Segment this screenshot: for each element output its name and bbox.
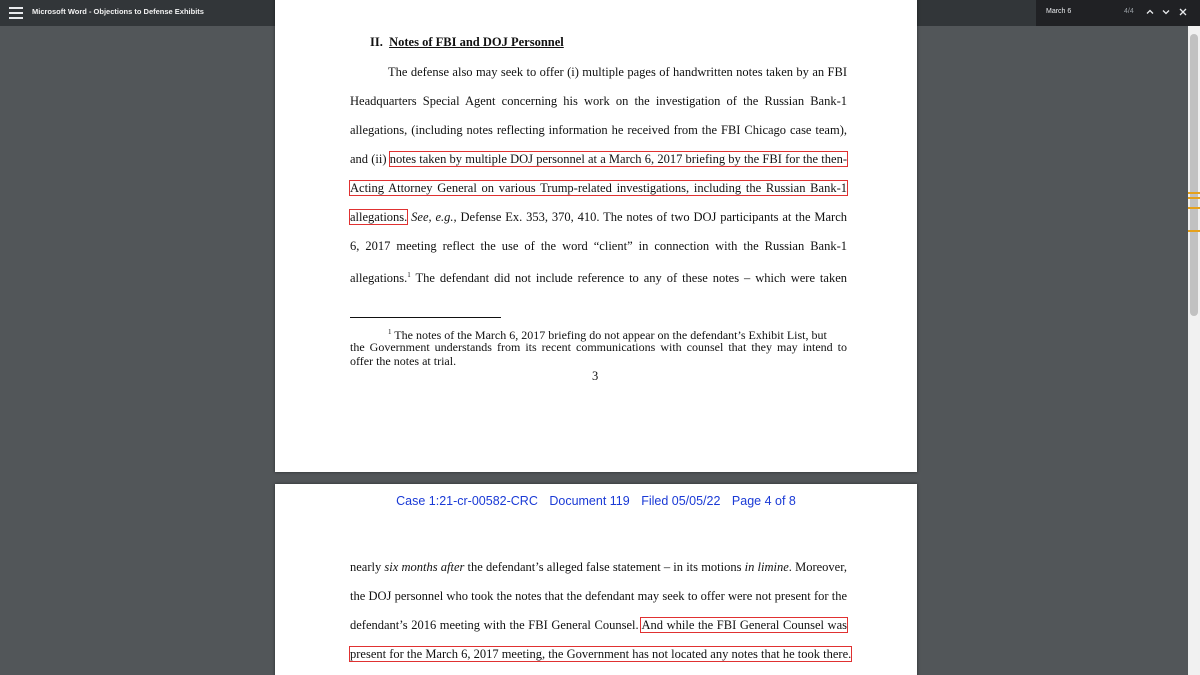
text-span: and (ii) — [350, 152, 390, 166]
text-line — [350, 267, 847, 283]
search-result-marker — [1188, 192, 1200, 194]
text-line — [350, 151, 847, 167]
search-highlight: notes taken by multiple DOJ personnel at a March 6, 2017 briefing by the FBI for the then- — [389, 152, 847, 166]
page-of: Page 4 of 8 — [731, 494, 796, 508]
search-highlight: allegations. — [350, 210, 408, 224]
text-span: allegations. — [350, 271, 408, 285]
text-line: 6, 2017 meeting reflect the use of the word “client” in connection with the Russian Bank-1 — [350, 239, 847, 253]
find-bar — [1036, 0, 1200, 26]
close-icon[interactable] — [1177, 6, 1189, 18]
filed-date: Filed 05/05/22 — [641, 494, 721, 508]
heading-text: Notes of FBI and DOJ Personnel — [389, 35, 564, 49]
text-span: Defense Ex. 353, 370, 410. The notes of two DOJ participants at the March — [456, 210, 847, 224]
footnote-line: offer the notes at trial. — [350, 354, 457, 368]
text-span: defendant’s 2016 meeting with the FBI General Counsel. — [350, 618, 642, 632]
footnote-line: the Government understands from its recent communications with counsel that they may intend to — [350, 340, 847, 354]
page-number: 3 — [592, 369, 599, 383]
search-highlight: Acting Attorney General on various Trump-related investigations, including the Russian Bank-1 — [350, 181, 847, 195]
footnote-ref: 1 — [407, 271, 411, 279]
text-span: the defendant’s alleged false statement – in its motions — [464, 560, 745, 574]
text-line: allegations, (including notes reflecting information he received from the FBI Chicago case team), — [350, 123, 847, 137]
document-number: Document 119 — [549, 494, 630, 508]
case-header — [275, 494, 917, 508]
chevron-down-icon[interactable] — [1160, 6, 1172, 18]
chevron-up-icon[interactable] — [1144, 6, 1156, 18]
text-line — [350, 559, 847, 575]
vertical-scrollbar[interactable] — [1188, 26, 1200, 675]
text-span: The notes of the March 6, 2017 briefing do not appear on the defendant’s Exhibit List, but — [391, 328, 827, 342]
text-span: . Moreover, — [788, 560, 848, 574]
text-line: The defense also may seek to offer (i) multiple pages of handwritten notes taken by an FBI — [388, 65, 847, 79]
text-line — [350, 646, 852, 662]
text-line: Headquarters Special Agent concerning his work on the investigation of the Russian Bank-1 — [350, 94, 847, 108]
search-result-marker — [1188, 207, 1200, 209]
find-input[interactable]: March 6 — [1046, 8, 1072, 15]
text-line — [350, 180, 847, 196]
scroll-thumb[interactable] — [1190, 34, 1198, 316]
text-line — [350, 209, 847, 225]
text-span: nearly — [350, 560, 385, 574]
case-number: Case 1:21-cr-00582-CRC — [396, 494, 538, 508]
section-heading — [370, 35, 564, 50]
text-line — [350, 617, 847, 633]
text-span: The defendant did not include reference to any of these notes – which were taken — [410, 271, 847, 285]
text-line: the DOJ personnel who took the notes that the defendant may seek to offer were not present for the — [350, 589, 847, 603]
text-span: six months after — [384, 560, 465, 574]
text-span: in limine — [744, 560, 789, 574]
search-result-marker — [1188, 230, 1200, 232]
document-title: Microsoft Word - Objections to Defense Exhibits — [32, 7, 204, 16]
heading-number: II. — [370, 35, 383, 49]
text-span: See, e.g., — [411, 210, 457, 224]
footnote-divider — [350, 317, 501, 318]
menu-icon[interactable] — [9, 7, 23, 19]
footnote-line — [388, 325, 847, 342]
footnote-marker: 1 — [388, 328, 392, 336]
search-result-marker — [1188, 197, 1200, 199]
search-highlight: And while the FBI General Counsel was — [641, 618, 847, 632]
search-highlight: present for the March 6, 2017 meeting, the Government has not located any notes that he took there. — [350, 647, 852, 661]
find-result-count: 4/4 — [1124, 8, 1134, 15]
